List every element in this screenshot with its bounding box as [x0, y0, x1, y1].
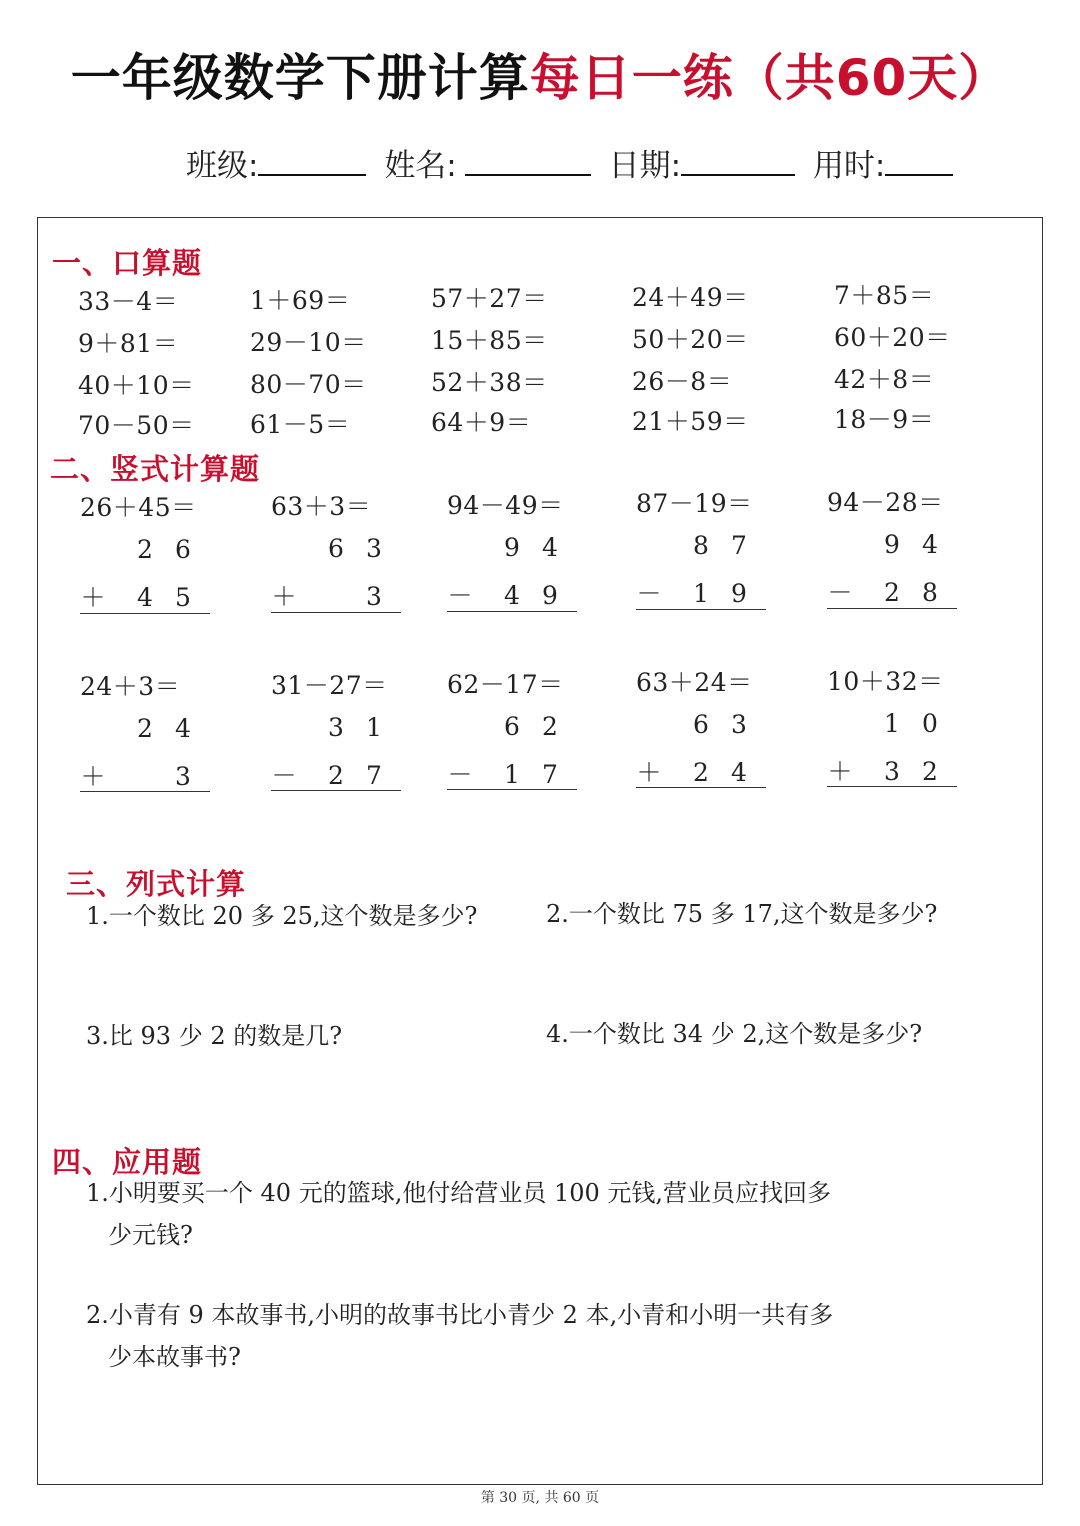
- vertical-result-line: [447, 611, 577, 612]
- digit: 2: [884, 578, 900, 608]
- word-eq-question-1: 1.一个数比 20 多 25,这个数是多少?: [86, 902, 478, 930]
- operator-sign: ＋: [636, 758, 662, 788]
- class-field: [186, 140, 366, 185]
- vertical-calc-equation: 94－28＝: [827, 488, 944, 518]
- date-blank[interactable]: [681, 142, 795, 176]
- class-label: 班级:: [186, 148, 259, 184]
- oral-calc-item: 24＋49＝: [632, 282, 749, 312]
- word-eq-question-3: 3.比 93 少 2 的数是几?: [86, 1022, 343, 1050]
- oral-calc-item: 40＋10＝: [78, 371, 195, 400]
- vertical-result-line: [447, 789, 577, 790]
- name-blank[interactable]: [465, 142, 591, 176]
- digit: 7: [731, 531, 747, 561]
- app-q1-line2: 少元钱?: [108, 1221, 193, 1249]
- vertical-calc-equation: 24＋3＝: [80, 672, 181, 701]
- vertical-top-number: [827, 530, 949, 559]
- vertical-result-line: [827, 608, 957, 609]
- vertical-result-line: [80, 791, 210, 792]
- digit: 3: [175, 762, 191, 791]
- digit: 1: [366, 712, 382, 742]
- digit: 4: [137, 583, 153, 612]
- title-highlight: 每日一练（共60天）: [529, 49, 1010, 107]
- vertical-top-number: [80, 535, 202, 564]
- vertical-result-line: [271, 612, 401, 613]
- digit: 5: [175, 583, 191, 612]
- digit: 3: [366, 581, 382, 611]
- vertical-calc-equation: 63＋24＝: [636, 668, 753, 698]
- digit: 4: [542, 532, 558, 562]
- digit: 6: [693, 710, 709, 740]
- digit: 6: [328, 533, 344, 563]
- vertical-bottom-number: [827, 752, 949, 788]
- digit: 9: [884, 530, 900, 560]
- name-label: 姓名:: [384, 148, 457, 184]
- vertical-bottom-number: [636, 753, 758, 789]
- operator-sign: ＋: [80, 762, 106, 791]
- digit: 6: [504, 711, 520, 741]
- oral-calc-item: 26－8＝: [632, 366, 733, 396]
- digit: 2: [542, 711, 558, 741]
- digit: 4: [175, 714, 191, 743]
- oral-calc-item: 1＋69＝: [250, 285, 351, 315]
- application-question-2: [86, 1294, 1006, 1378]
- digit: 0: [922, 709, 938, 739]
- vertical-bottom-number: [271, 756, 393, 792]
- title-main: 一年级数学下册计算: [70, 49, 530, 107]
- operator-sign: －: [271, 760, 297, 790]
- digit: 9: [731, 579, 747, 609]
- vertical-bottom-number: [80, 578, 202, 614]
- vertical-top-number: [447, 533, 569, 562]
- vertical-top-number: [827, 709, 949, 738]
- vertical-bottom-number: [827, 573, 949, 609]
- operator-sign: －: [447, 759, 473, 789]
- time-label: 用时:: [812, 148, 886, 184]
- oral-calc-item: 21＋59＝: [632, 406, 749, 436]
- digit: 3: [884, 757, 900, 787]
- digit: 3: [328, 712, 344, 742]
- digit: 2: [137, 535, 153, 564]
- section3-heading: 三、列式计算: [66, 867, 247, 901]
- vertical-top-number: [636, 531, 758, 560]
- oral-calc-item: 29－10＝: [250, 327, 367, 357]
- vertical-top-number: [447, 712, 569, 741]
- vertical-calc-equation: 31－27＝: [271, 670, 388, 700]
- app-q1-line1: 1.小明要买一个 40 元的篮球,他付给营业员 100 元钱,营业员应找回多: [86, 1179, 832, 1207]
- vertical-result-line: [271, 790, 401, 791]
- operator-sign: ＋: [80, 583, 106, 612]
- vertical-bottom-number: [447, 755, 569, 791]
- vertical-bottom-number: [447, 576, 569, 612]
- app-q2-line2: 少本故事书?: [108, 1343, 241, 1371]
- date-field: [609, 140, 795, 185]
- page-footer: 第 30 页, 共 60 页: [480, 1490, 600, 1506]
- oral-calc-item: 80－70＝: [250, 369, 367, 399]
- section2-heading: 二、竖式计算题: [50, 452, 261, 486]
- digit: 2: [328, 760, 344, 790]
- section4-heading: 四、应用题: [52, 1145, 203, 1179]
- vertical-top-number: [271, 534, 393, 563]
- vertical-bottom-number: [271, 577, 393, 613]
- application-question-1: [86, 1172, 1006, 1256]
- digit: 3: [731, 710, 747, 740]
- vertical-result-line: [827, 786, 957, 787]
- digit: 1: [884, 709, 900, 739]
- student-info-line: [186, 140, 961, 185]
- digit: 8: [693, 531, 709, 561]
- oral-calc-item: 70－50＝: [78, 411, 195, 440]
- oral-calc-item: 15＋85＝: [431, 326, 548, 355]
- vertical-calc-equation: 94－49＝: [447, 490, 564, 520]
- oral-calc-item: 60＋20＝: [834, 323, 951, 352]
- digit: 9: [542, 580, 558, 610]
- oral-calc-item: 61－5＝: [250, 409, 351, 439]
- digit: 4: [731, 758, 747, 788]
- vertical-result-line: [80, 613, 210, 614]
- vertical-calc-equation: 87－19＝: [636, 489, 753, 519]
- oral-calc-item: 52＋38＝: [431, 368, 548, 397]
- vertical-calc-equation: 62－17＝: [447, 669, 564, 699]
- oral-calc-item: 50＋20＝: [632, 324, 749, 354]
- vertical-bottom-number: [80, 757, 202, 793]
- vertical-result-line: [636, 787, 766, 788]
- digit: 1: [693, 579, 709, 609]
- digit: 9: [504, 532, 520, 562]
- digit: 8: [922, 578, 938, 608]
- digit: 2: [137, 714, 153, 743]
- vertical-top-number: [636, 710, 758, 739]
- digit: 4: [922, 530, 938, 560]
- section1-heading: 一、口算题: [52, 246, 203, 280]
- digit: 7: [542, 759, 558, 789]
- oral-calc-item: 64＋9＝: [431, 408, 532, 437]
- oral-calc-item: 9＋81＝: [78, 329, 179, 358]
- vertical-top-number: [271, 713, 393, 742]
- vertical-result-line: [636, 609, 766, 610]
- vertical-top-number: [80, 714, 202, 743]
- oral-calc-item: 18－9＝: [834, 405, 935, 434]
- vertical-calc-equation: 10＋32＝: [827, 667, 944, 697]
- operator-sign: ＋: [271, 581, 297, 611]
- digit: 4: [504, 580, 520, 610]
- oral-calc-item: 57＋27＝: [431, 284, 548, 313]
- oral-calc-item: 42＋8＝: [834, 365, 935, 394]
- operator-sign: －: [636, 579, 662, 609]
- digit: 6: [175, 535, 191, 564]
- app-q2-line1: 2.小青有 9 本故事书,小明的故事书比小青少 2 本,小青和小明一共有多: [86, 1301, 834, 1329]
- vertical-calc-equation: 63＋3＝: [271, 491, 372, 521]
- vertical-calc-equation: 26＋45＝: [80, 493, 197, 522]
- digit: 2: [922, 757, 938, 787]
- digit: 3: [366, 533, 382, 563]
- name-field: [384, 140, 590, 185]
- time-blank[interactable]: [885, 142, 953, 176]
- word-eq-question-4: 4.一个数比 34 少 2,这个数是多少?: [546, 1020, 923, 1048]
- class-blank[interactable]: [258, 142, 366, 176]
- oral-calc-item: 7＋85＝: [834, 281, 935, 310]
- operator-sign: －: [447, 580, 473, 610]
- time-field: [813, 140, 953, 185]
- operator-sign: ＋: [827, 757, 853, 787]
- digit: 7: [366, 760, 382, 790]
- vertical-bottom-number: [636, 574, 758, 610]
- word-eq-question-2: 2.一个数比 75 多 17,这个数是多少?: [546, 900, 938, 928]
- page-title: [0, 38, 1080, 110]
- oral-calc-item: 33－4＝: [78, 287, 179, 316]
- date-label: 日期:: [608, 148, 682, 184]
- operator-sign: －: [827, 578, 853, 608]
- digit: 1: [504, 759, 520, 789]
- digit: 2: [693, 758, 709, 788]
